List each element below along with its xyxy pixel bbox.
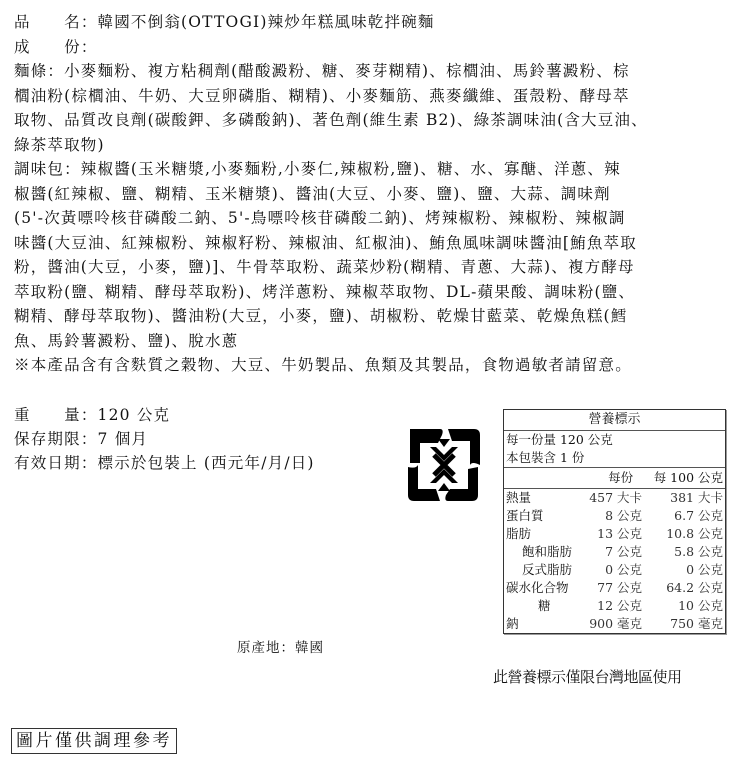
- ingredient-line: 調味包：辣椒醬(玉米糖漿,小麥麵粉,小麥仁,辣椒粉,鹽)、糖、水、寡醣、洋蔥、辣: [14, 160, 621, 178]
- nutrient-row: [504, 489, 725, 508]
- product-name-line: 品 名：韓國不倒翁(OTTOGI)辣炒年糕風味乾拌碗麵: [14, 13, 435, 31]
- nutrient-row: [504, 561, 725, 579]
- nutrient-name: 反式脂肪: [522, 562, 573, 577]
- nutrient-per-serving: 7 公克: [605, 544, 643, 559]
- country-of-origin: 原產地：韓國: [237, 640, 324, 656]
- shelf-life-line: 保存期限：7 個月: [14, 430, 149, 448]
- ingredient-line: 糊精、酵母萃取物)、醬油粉(大豆，小麥，鹽)、胡椒粉、乾燥甘藍菜、乾燥魚糕(鱈: [14, 307, 628, 325]
- nutrient-name: 碳水化合物: [506, 580, 569, 595]
- nutrient-per-100g: 5.8 公克: [674, 544, 723, 559]
- product-name-value: 韓國不倒翁(OTTOGI)辣炒年糕風味乾拌碗麵: [97, 13, 435, 31]
- weight-value: 120 公克: [97, 406, 171, 424]
- ingredient-line: 櫚油粉(棕櫚油、牛奶、大豆卵磷脂、糊精)、小麥麵筋、燕麥纖維、蛋殼粉、酵母萃: [14, 86, 630, 105]
- nutrient-per-100g: 381 大卡: [670, 490, 723, 505]
- product-meta: [14, 403, 315, 475]
- nutrient-name: 飽和脂肪: [522, 544, 573, 559]
- col-header-per-serving: 每份: [581, 468, 644, 489]
- nutrient-per-100g: 10 公克: [678, 598, 723, 613]
- servings-per-package: 本包裝含 1 份: [504, 449, 725, 468]
- taiwan-only-notice: 此營養標示僅限台灣地區使用: [493, 668, 682, 686]
- nutrient-row: [504, 525, 725, 543]
- nutrient-name: 糖: [538, 598, 551, 613]
- expiry-label: 有效日期: [14, 454, 81, 472]
- nutrient-per-100g: 750 毫克: [670, 616, 723, 631]
- nutrient-name: 蛋白質: [506, 508, 544, 523]
- allergen-note: ※本產品含有含麩質之穀物、大豆、牛奶製品、魚類及其製品，食物過敏者請留意。: [14, 356, 632, 374]
- shelf-life-value: 7 個月: [97, 430, 149, 448]
- nutrient-per-serving: 13 公克: [597, 526, 643, 541]
- nutrient-per-serving: 12 公克: [597, 598, 643, 613]
- col-header-per-100g: 每 100 公克: [644, 468, 725, 489]
- expiry-line: 有效日期：標示於包裝上 (西元年/月/日): [14, 454, 315, 472]
- ingredients-heading-line: 成 份：: [14, 37, 98, 56]
- nutrient-per-serving: 900 毫克: [589, 616, 643, 631]
- nutrient-per-serving: 77 公克: [597, 580, 643, 595]
- ingredient-line: 粉，醬油(大豆，小麥，鹽)]、牛骨萃取粉、蔬菜炒粉(糊精、青蔥、大蒜)、複方酵母: [14, 258, 635, 276]
- nutrient-per-serving: 457 大卡: [589, 490, 643, 505]
- weight-label: 重 量: [14, 406, 81, 424]
- ingredient-line: 魚、馬鈴薯澱粉、鹽)、脫水蔥: [14, 331, 239, 350]
- shelf-life-label: 保存期限: [14, 430, 81, 448]
- weight-line: 重 量：120 公克: [14, 406, 171, 424]
- serving-size: 每一份量 120 公克: [506, 432, 613, 447]
- product-name-label: 品 名: [14, 13, 81, 31]
- ingredient-line: 味醬(大豆油、紅辣椒粉、辣椒籽粉、辣椒油、紅椒油)、鮪魚風味調味醬油[鮪魚萃取: [14, 233, 637, 252]
- nutrient-row: [504, 597, 725, 615]
- ingredients-label: 成 份: [14, 37, 81, 56]
- nutrient-row: [504, 507, 725, 525]
- nutrient-name: 熱量: [506, 490, 532, 505]
- nutrient-name: 脂肪: [506, 526, 532, 541]
- ingredient-line: 麵條：小麥麵粉、複方粘稠劑(醋酸澱粉、糖、麥芽糊精)、棕櫚油、馬鈴薯澱粉、棕: [14, 62, 630, 80]
- ingredient-line: 取物、品質改良劑(碳酸鉀、多磷酸鈉)、著色劑(維生素 B2)、綠茶調味油(含大豆油、: [14, 111, 648, 129]
- nutrition-facts-table: [503, 409, 726, 634]
- nutrient-per-serving: 0 公克: [605, 562, 643, 577]
- nutrition-title: 營養標示: [504, 410, 725, 431]
- ingredient-line: 椒醬(紅辣椒、鹽、糊精、玉米糖漿)、醬油(大豆、小麥、鹽)、鹽、大蒜、調味劑: [14, 184, 611, 203]
- nutrient-per-serving: 8 公克: [605, 508, 643, 523]
- nutrient-per-100g: 64.2 公克: [666, 580, 723, 595]
- col-header-blank: [504, 468, 581, 489]
- ingredient-line: 萃取粉(鹽、糊精、酵母萃取粉)、烤洋蔥粉、辣椒萃取物、DL-蘋果酸、調味粉(鹽、: [14, 282, 636, 301]
- nutrient-per-100g: 6.7 公克: [674, 508, 723, 523]
- photo-reference-note: 圖片僅供調理參考: [11, 728, 177, 754]
- ingredient-line: 綠茶萃取物): [14, 135, 105, 154]
- recycling-mark-icon: [404, 425, 484, 505]
- nutrient-row: [504, 579, 725, 597]
- nutrient-per-100g: 10.8 公克: [666, 526, 723, 541]
- nutrient-row: [504, 615, 725, 633]
- nutrient-name: 鈉: [506, 616, 519, 631]
- ingredient-line: (5'-次黃嘌呤核苷磷酸二鈉、5'-鳥嘌呤核苷磷酸二鈉)、烤辣椒粉、辣椒粉、辣椒調: [14, 209, 626, 227]
- ingredients-block: [14, 10, 734, 378]
- nutrient-per-100g: 0 公克: [686, 562, 723, 577]
- expiry-value: 標示於包裝上 (西元年/月/日): [97, 454, 315, 472]
- nutrient-row: [504, 543, 725, 561]
